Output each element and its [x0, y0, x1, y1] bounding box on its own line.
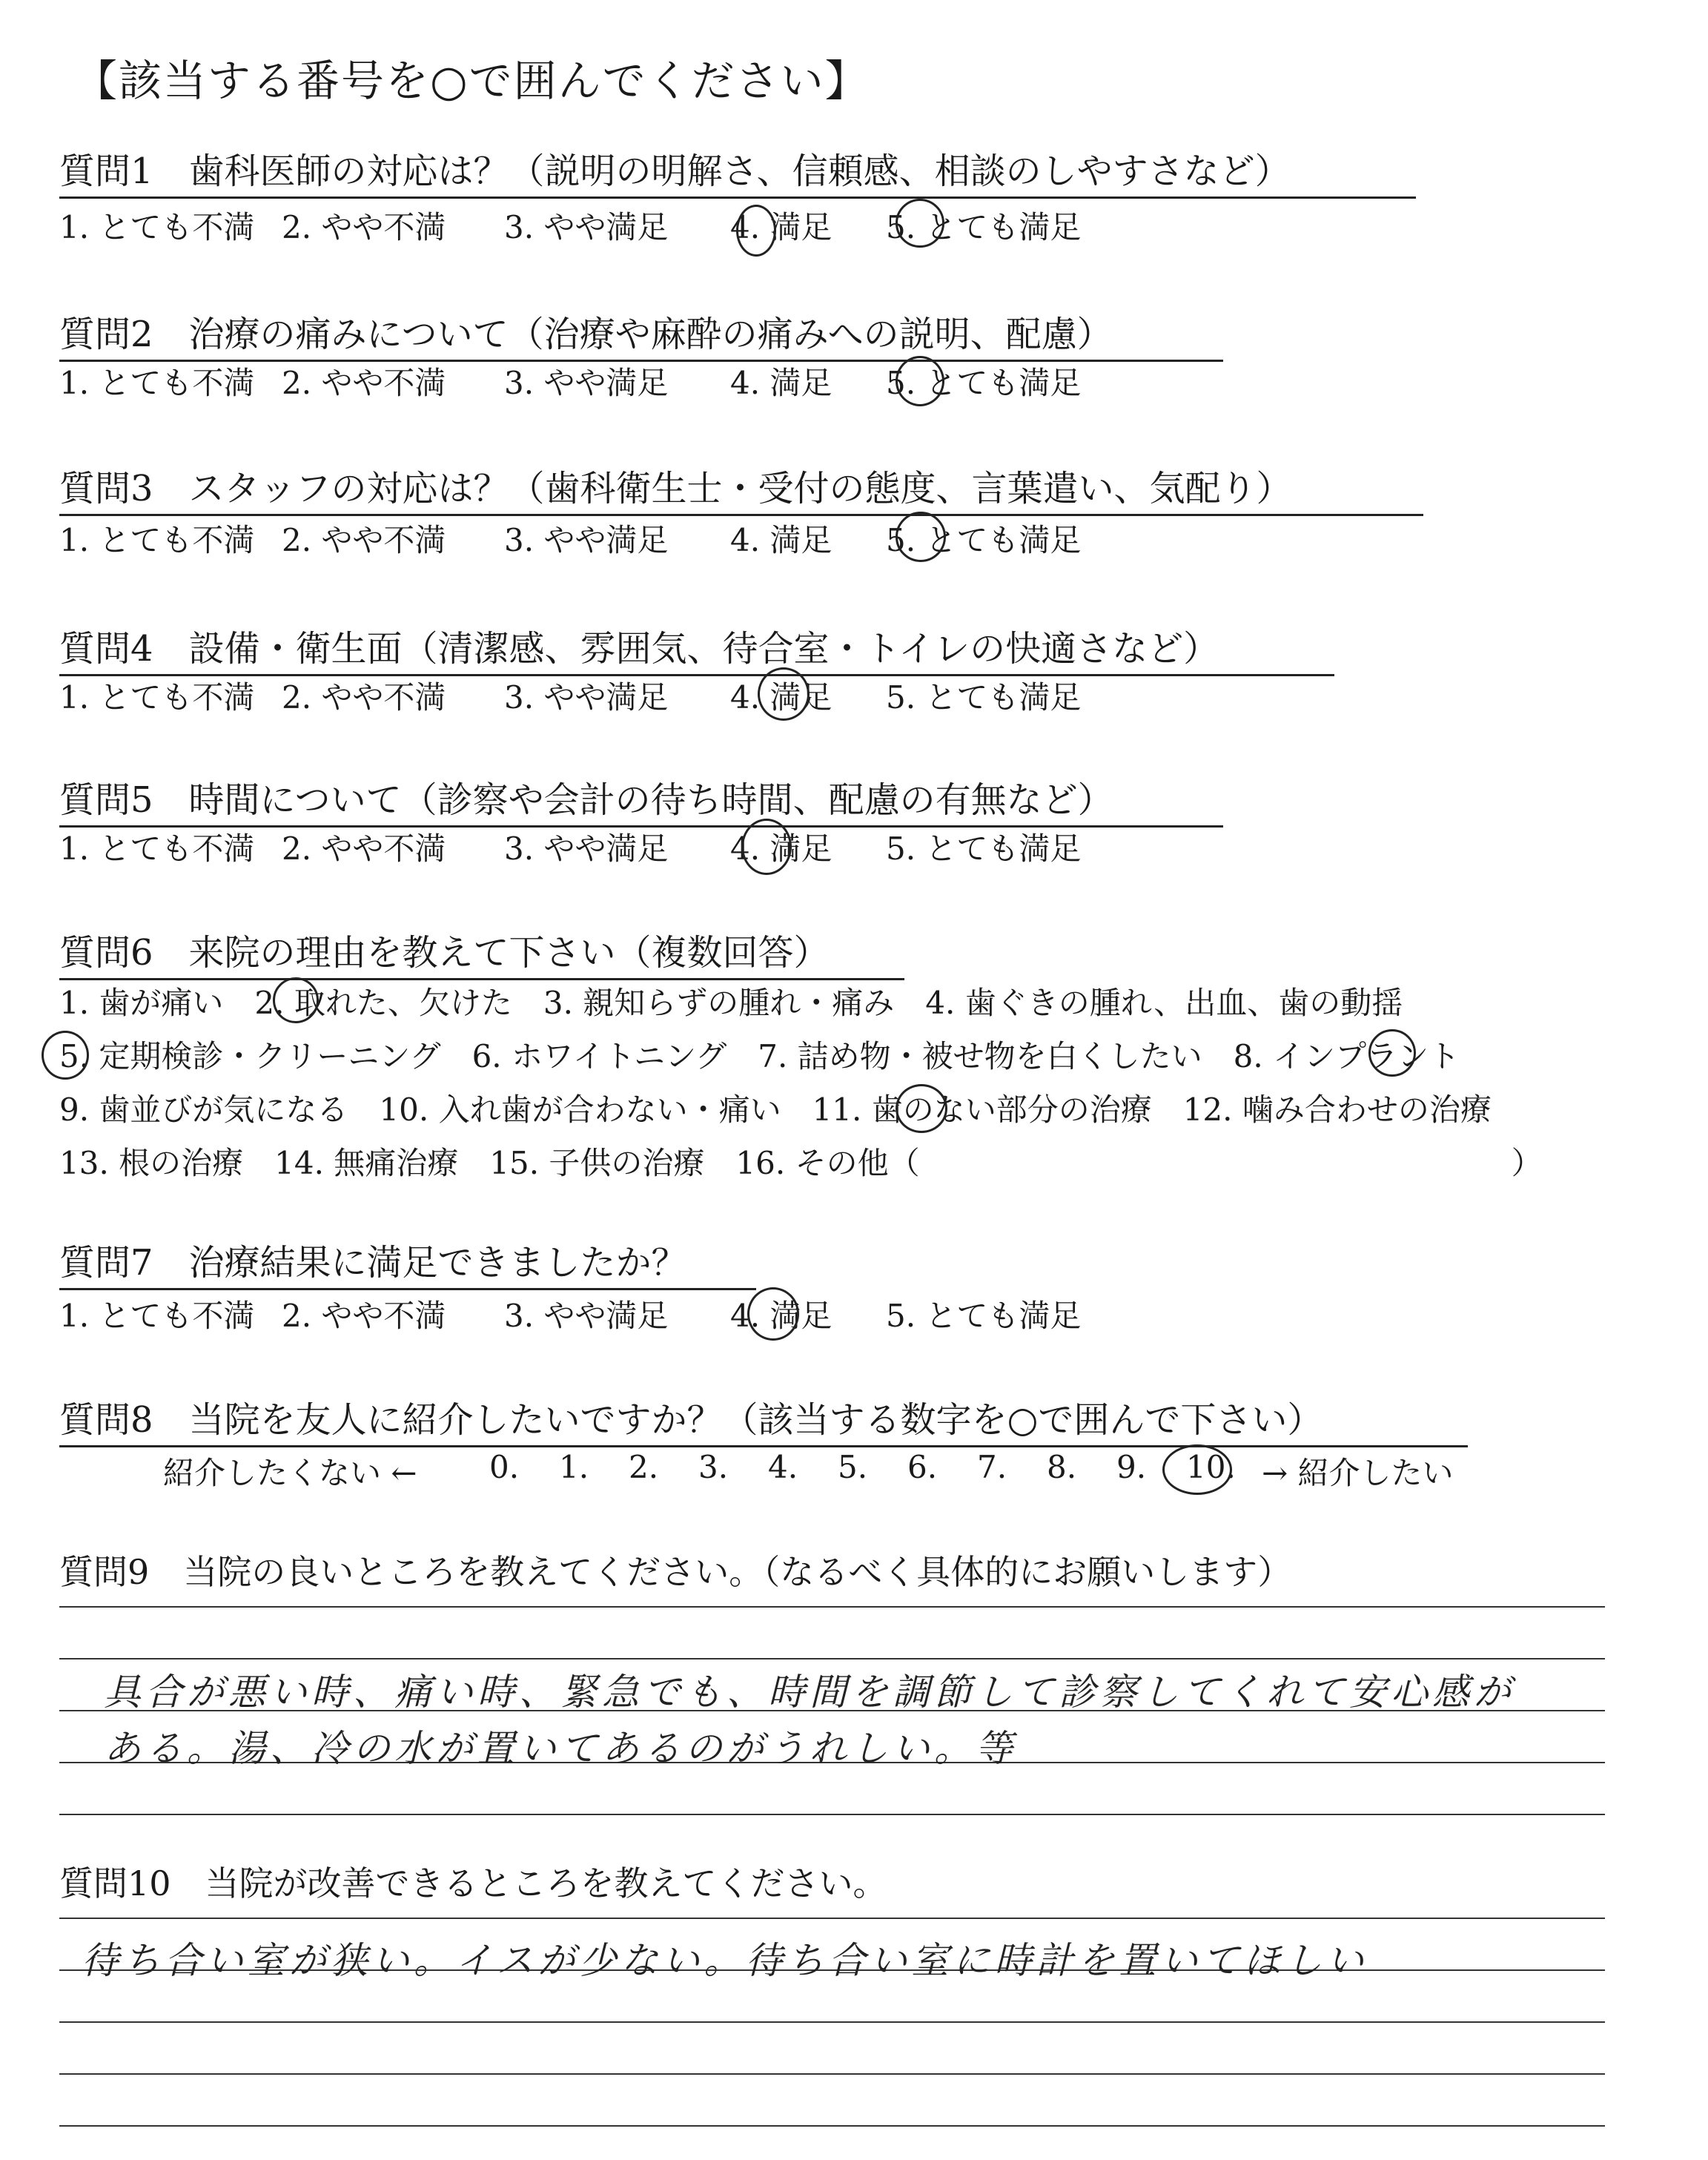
- scale-9[interactable]: 9.: [1116, 1449, 1147, 1485]
- answer-circle: [42, 1031, 89, 1080]
- question-1-label: 質問1 歯科医師の対応は？（説明の明解さ、信頼感、相談のしやすさなど）: [59, 142, 1416, 199]
- option-1[interactable]: 1. とても不満: [59, 679, 255, 716]
- recommend-scale-left: 紹介したくない ←: [163, 1455, 417, 1491]
- option-3[interactable]: 3. やや満足: [504, 522, 669, 558]
- option-3[interactable]: 3. やや満足: [504, 1298, 669, 1334]
- answer-line: [59, 1814, 1605, 1815]
- page-title: 【該当する番号を○で囲んでください】: [74, 56, 870, 106]
- option-2[interactable]: 2. やや不満: [282, 522, 446, 558]
- option-1[interactable]: 1. とても不満: [59, 522, 255, 558]
- question-6-label: 質問6 来院の理由を教えて下さい（複数回答）: [59, 924, 904, 980]
- option-3[interactable]: 3. やや満足: [504, 209, 669, 245]
- answer-circle: [747, 1287, 799, 1341]
- answer-circle: [896, 356, 944, 406]
- question-10-label: 質問10 当院が改善できるところを教えてください。: [59, 1863, 887, 1903]
- question-2-label: 質問2 治療の痛みについて（治療や麻酔の痛みへの説明、配慮）: [59, 305, 1223, 362]
- option-5[interactable]: 5. とても満足: [886, 209, 1082, 245]
- option-2[interactable]: 2. やや不満: [282, 679, 446, 716]
- option-5[interactable]: 5. とても満足: [886, 365, 1082, 401]
- question-6-row-1[interactable]: 1. 歯が痛い 2. 取れた、欠けた 3. 親知らずの腫れ・痛み 4. 歯ぐきの腫れ、出血、歯の動揺: [59, 985, 1403, 1021]
- question-7-options: [59, 1292, 1081, 1336]
- option-5[interactable]: 5. とても満足: [886, 1298, 1082, 1334]
- recommend-scale: [489, 1449, 1256, 1485]
- option-1[interactable]: 1. とても不満: [59, 1298, 255, 1334]
- scale-7[interactable]: 7.: [977, 1449, 1007, 1485]
- scale-4[interactable]: 4.: [768, 1449, 798, 1485]
- question-5-label: 質問5 時間について（診察や会計の待ち時間、配慮の有無など）: [59, 771, 1223, 828]
- question-9-label: 質問9 当院の良いところを教えてください。（なるべく具体的にお願いします）: [59, 1552, 1292, 1592]
- answer-circle: [1368, 1029, 1416, 1077]
- answer-line: [59, 2073, 1605, 2075]
- scale-5[interactable]: 5.: [838, 1449, 868, 1485]
- option-1[interactable]: 1. とても不満: [59, 365, 255, 401]
- handwritten-answer-line: ある。湯、冷の水が置いてあるのがうれしい。等: [104, 1727, 1017, 1770]
- question-4-options: [59, 673, 1081, 718]
- option-3[interactable]: 3. やや満足: [504, 830, 669, 867]
- scale-1[interactable]: 1.: [559, 1449, 589, 1485]
- option-1[interactable]: 1. とても不満: [59, 209, 255, 245]
- answer-line: [59, 2125, 1605, 2127]
- scale-3[interactable]: 3.: [698, 1449, 729, 1485]
- question-6-row-3[interactable]: 9. 歯並びが気になる 10. 入れ歯が合わない・痛い 11. 歯のない部分の治療 12. 噛み合わせの治療: [59, 1091, 1492, 1128]
- option-4[interactable]: 4. 満足: [730, 522, 833, 558]
- question-6-row-2[interactable]: 5. 定期検診・クリーニング 6. ホワイトニング 7. 詰め物・被せ物を白くしたい 8. インプラント: [59, 1038, 1460, 1074]
- scale-2[interactable]: 2.: [629, 1449, 659, 1485]
- question-5-options: [59, 825, 1081, 869]
- option-4[interactable]: 4. 満足: [730, 830, 833, 867]
- scale-8[interactable]: 8.: [1047, 1449, 1077, 1485]
- option-5[interactable]: 5. とても満足: [886, 830, 1082, 867]
- option-4[interactable]: 4. 満足: [730, 679, 833, 716]
- answer-circle: [736, 205, 776, 257]
- answer-line: [59, 1606, 1605, 1608]
- option-5[interactable]: 5. とても満足: [886, 679, 1082, 716]
- answer-circle: [896, 199, 944, 248]
- question-6-row-4[interactable]: 13. 根の治療 14. 無痛治療 15. 子供の治療 16. その他（ ）: [59, 1145, 1543, 1181]
- answer-line: [59, 1918, 1605, 1919]
- scale-6[interactable]: 6.: [907, 1449, 938, 1485]
- option-4[interactable]: 4. 満足: [730, 209, 833, 245]
- handwritten-answer-line: 具合が悪い時、痛い時、緊急でも、時間を調節して診察してくれて安心感が: [104, 1671, 1515, 1714]
- option-2[interactable]: 2. やや不満: [282, 365, 446, 401]
- option-3[interactable]: 3. やや満足: [504, 365, 669, 401]
- option-2[interactable]: 2. やや不満: [282, 209, 446, 245]
- answer-line: [59, 2021, 1605, 2023]
- question-4-label: 質問4 設備・衛生面（清潔感、雰囲気、待合室・トイレの快適さなど）: [59, 620, 1334, 676]
- option-4[interactable]: 4. 満足: [730, 365, 833, 401]
- answer-circle: [1162, 1444, 1232, 1495]
- scale-0[interactable]: 0.: [489, 1449, 520, 1485]
- scale-10[interactable]: 10.: [1186, 1449, 1236, 1485]
- option-5[interactable]: 5. とても満足: [886, 522, 1082, 558]
- option-4[interactable]: 4. 満足: [730, 1298, 833, 1334]
- answer-circle: [741, 819, 792, 875]
- question-7-label: 質問7 治療結果に満足できましたか？: [59, 1234, 756, 1290]
- answer-circle: [273, 977, 319, 1023]
- question-8-label: 質問8 当院を友人に紹介したいですか？（該当する数字を○で囲んで下さい）: [59, 1391, 1468, 1447]
- option-2[interactable]: 2. やや不満: [282, 1298, 446, 1334]
- question-3-label: 質問3 スタッフの対応は？（歯科衛生士・受付の態度、言葉遣い、気配り）: [59, 460, 1423, 516]
- option-2[interactable]: 2. やや不満: [282, 830, 446, 867]
- recommend-scale-right: → 紹介したい: [1262, 1455, 1454, 1491]
- option-1[interactable]: 1. とても不満: [59, 830, 255, 867]
- answer-circle: [896, 1084, 947, 1133]
- handwritten-answer-line: 待ち合い室が狭い。イスが少ない。待ち合い室に時計を置いてほしい: [82, 1939, 1368, 1982]
- answer-line: [59, 1658, 1605, 1659]
- answer-circle: [758, 667, 810, 721]
- option-3[interactable]: 3. やや満足: [504, 679, 669, 716]
- answer-circle: [896, 512, 946, 562]
